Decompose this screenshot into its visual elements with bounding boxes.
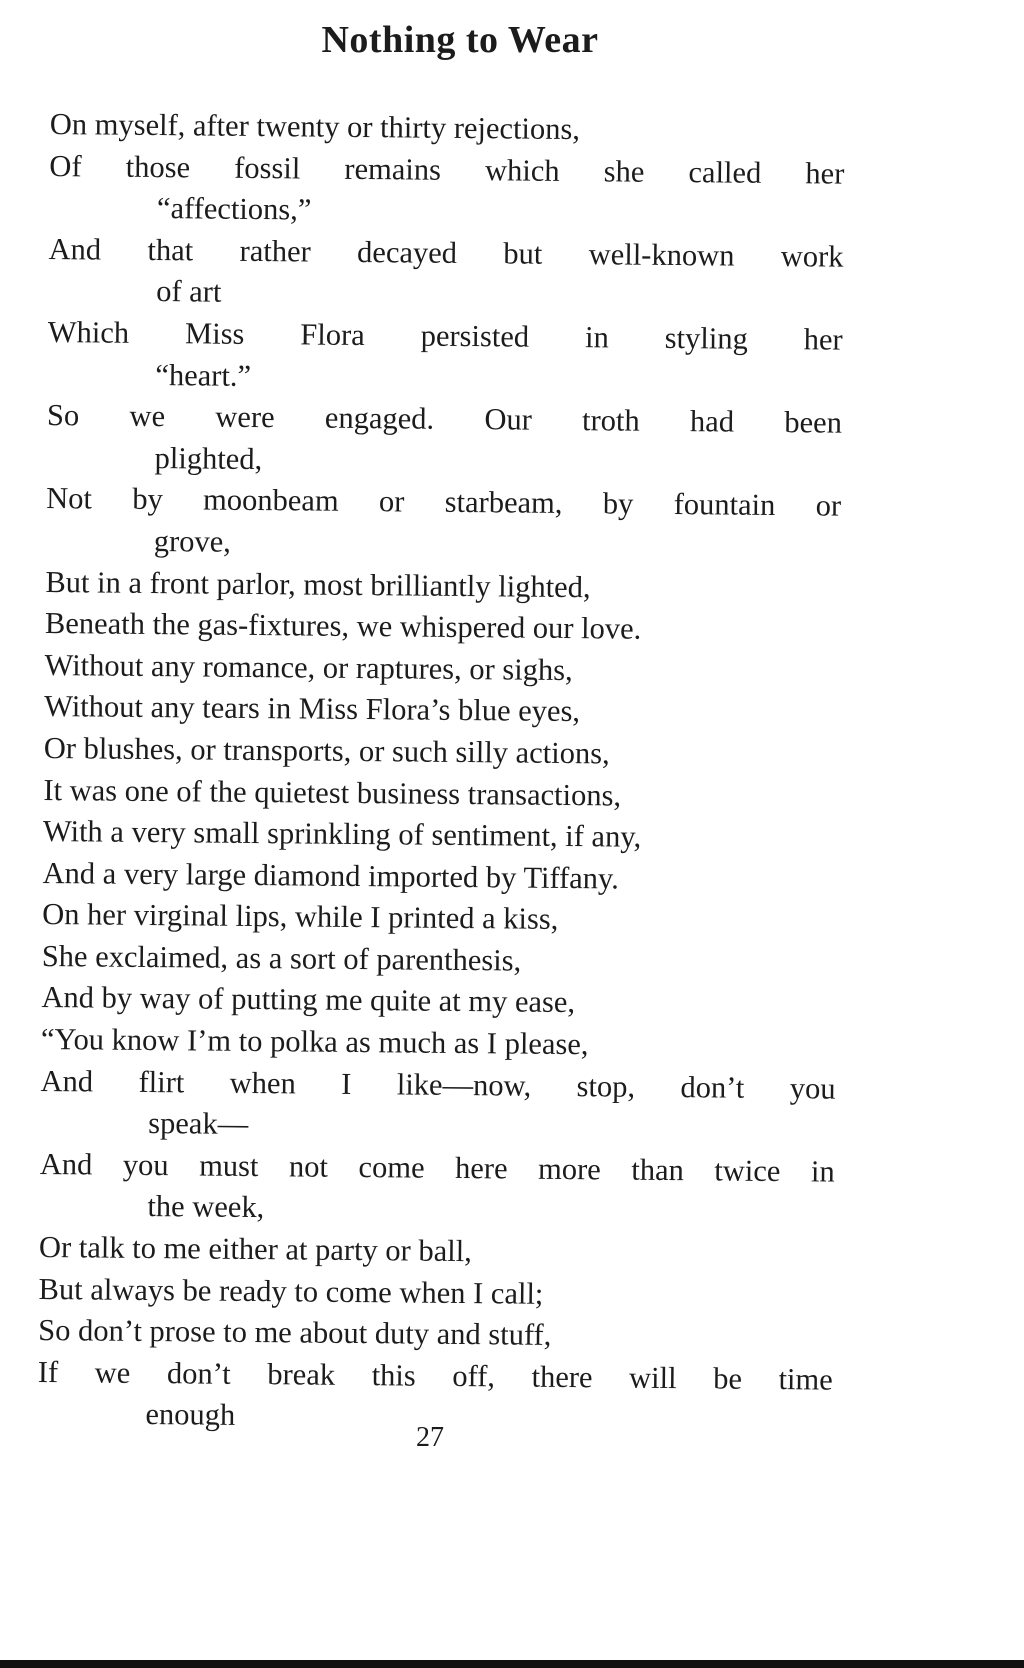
poem-word: Not <box>46 481 93 516</box>
poem-word: troth <box>581 403 640 438</box>
poem-word: rather <box>239 233 311 269</box>
poem-word: Our <box>484 402 533 437</box>
poem-line-continuation: of art <box>156 274 222 310</box>
poem-word: in <box>584 320 609 355</box>
poem-line: And by way of putting me quite at my ease, <box>41 980 576 1020</box>
poem-word: engaged. <box>324 400 435 436</box>
poem-word: Which <box>47 314 130 350</box>
poem-line: But in a front parlor, most brilliantly lighted, <box>45 564 591 604</box>
poem-word: she <box>603 153 645 189</box>
poem-word: but <box>503 236 543 271</box>
poem-word: moonbeam <box>202 482 339 519</box>
poem-word: Miss <box>184 316 245 351</box>
poem-word: that <box>147 232 194 268</box>
poem-word: must <box>198 1148 259 1183</box>
poem-word: break <box>267 1356 336 1392</box>
poem-word: fountain <box>673 487 776 523</box>
poem-word: had <box>689 404 735 439</box>
poem-line-continuation: “heart.” <box>155 357 252 393</box>
poem-line-continuation: enough <box>145 1397 236 1433</box>
poem-word: decayed <box>356 234 458 270</box>
page-bottom-edge <box>0 1660 1024 1668</box>
poem-line-continuation: speak— <box>148 1106 249 1142</box>
poem-body <box>37 104 870 1443</box>
poem-word: So <box>46 398 80 433</box>
poem-word: be <box>713 1361 743 1396</box>
poem-word: will <box>628 1360 677 1395</box>
poem-word: here <box>454 1150 508 1186</box>
poem-word: styling <box>664 320 748 356</box>
poem-line: Without any romance, or raptures, or sighs, <box>44 647 573 687</box>
poem-word: you <box>122 1147 169 1183</box>
poem-line-continuation: plighted, <box>154 440 263 476</box>
poem-word: time <box>778 1361 833 1397</box>
poem-word: been <box>784 405 843 440</box>
poem-word: in <box>810 1154 835 1189</box>
poem-word: fossil <box>234 150 301 185</box>
poem-word: not <box>288 1149 329 1184</box>
poem-word: don’t <box>680 1069 745 1105</box>
poem-word: And <box>48 231 102 267</box>
poem-word: or <box>815 488 842 523</box>
poem-word: you <box>789 1070 836 1106</box>
poem-word: flirt <box>138 1064 185 1099</box>
poem-word: persisted <box>420 318 530 354</box>
poem-word: those <box>125 149 191 184</box>
poem-word: by <box>602 486 634 521</box>
poem-word: off, <box>452 1358 496 1394</box>
poem-word: like—now, <box>396 1067 532 1103</box>
poem-word: starbeam, <box>444 485 563 521</box>
poem-word: If <box>37 1354 59 1389</box>
poem-word: this <box>371 1357 416 1393</box>
poem-line-continuation: the week, <box>147 1189 265 1225</box>
poem-line: On her virginal lips, while I printed a kiss, <box>42 897 559 937</box>
poem-word: And <box>39 1146 93 1182</box>
poem-word: by <box>132 482 163 517</box>
poem-word: work <box>780 238 844 274</box>
poem-word: twice <box>714 1153 781 1188</box>
poem-line: It was one of the quietest business transactions, <box>43 772 622 813</box>
poem-word: than <box>631 1152 685 1187</box>
poem-line: She exclaimed, as a sort of parenthesis, <box>41 938 522 978</box>
poem-word: which <box>484 152 560 188</box>
poem-word: more <box>537 1151 601 1187</box>
poem-word: come <box>358 1149 425 1185</box>
poem-word: Of <box>49 148 82 183</box>
poem-line: And a very large diamond imported by Tiffany. <box>42 855 620 896</box>
poem-word: we <box>94 1355 131 1390</box>
poem-word: Flora <box>300 317 365 352</box>
poem-word: were <box>215 399 275 435</box>
poem-line-continuation: grove, <box>153 523 232 559</box>
poem-word: I <box>341 1066 352 1101</box>
poem-word: stop, <box>576 1068 636 1104</box>
poem-word: remains <box>344 151 442 187</box>
poem-line: “You know I’m to polka as much as I please, <box>40 1022 589 1062</box>
poem-line: Beneath the gas-fixtures, we whispered our love. <box>44 606 642 646</box>
poem-line: Or blushes, or transports, or such silly actions, <box>43 730 610 771</box>
page-number: 27 <box>416 1422 444 1453</box>
poem-line: But always be ready to come when I call; <box>38 1271 544 1311</box>
poem-word: when <box>229 1065 296 1101</box>
poem-line: Without any tears in Miss Flora’s blue eyes, <box>44 689 581 729</box>
page-title: Nothing to Wear <box>321 19 599 61</box>
poem-line: With a very small sprinkling of sentiment, if any, <box>42 814 642 854</box>
poem-line-continuation: “affections,” <box>156 191 312 227</box>
poem-word: there <box>531 1359 593 1395</box>
poem-word: called <box>688 154 762 190</box>
poem-word: well-known <box>588 236 735 273</box>
poem-line: On myself, after twenty or thirty rejections, <box>49 106 581 147</box>
poem-line: So don’t prose to me about duty and stuff, <box>38 1313 552 1353</box>
poem-word: don’t <box>166 1355 231 1391</box>
poem-word: her <box>803 322 843 357</box>
poem-word: or <box>378 484 405 519</box>
poem-word: we <box>129 398 166 434</box>
poem-word: And <box>40 1063 94 1099</box>
poem-word: her <box>805 155 845 191</box>
poem-line: Or talk to me either at party or ball, <box>38 1229 472 1269</box>
